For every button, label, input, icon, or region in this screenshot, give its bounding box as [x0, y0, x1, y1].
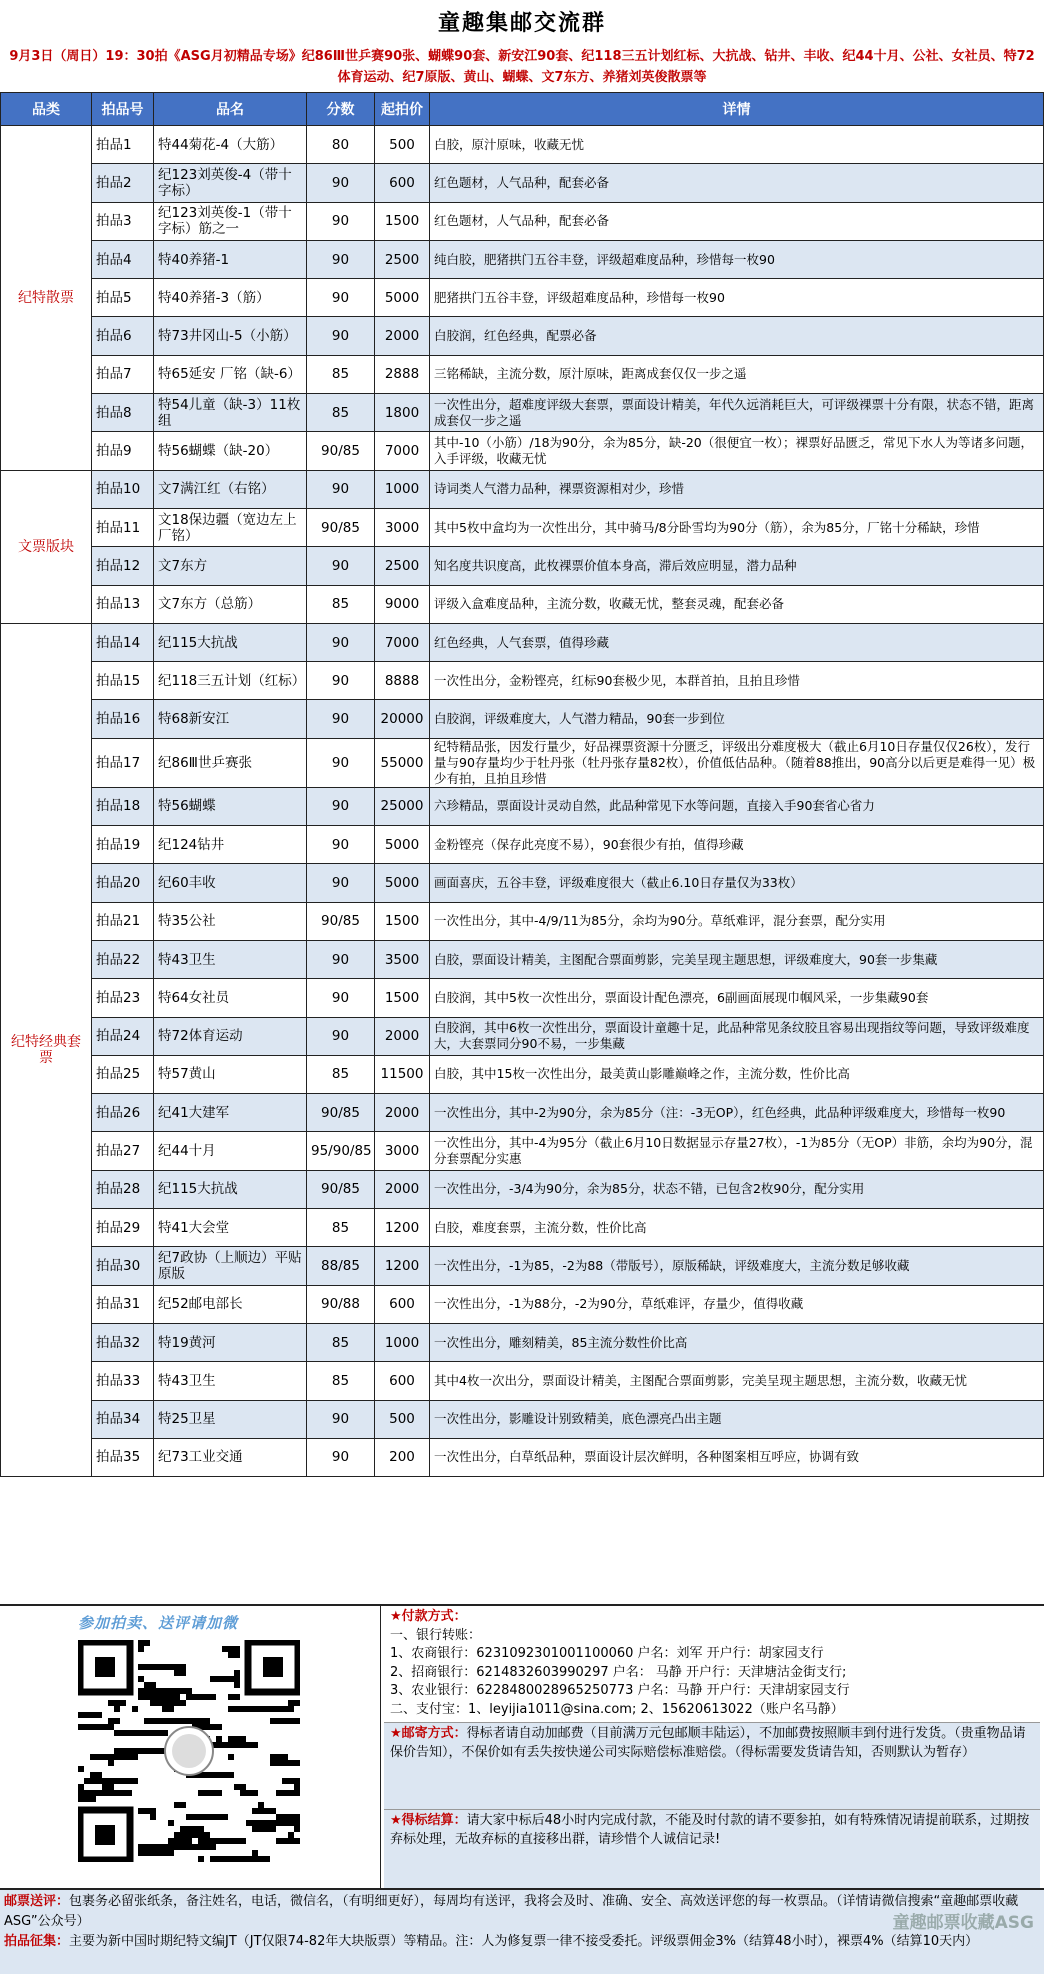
- name-cell: 特40养猪-3（筋）: [154, 279, 307, 317]
- price-cell: 8888: [375, 662, 430, 700]
- detail-cell: 评级入盒难度品种，主流分数，收藏无忧，整套灵魂，配套必备: [430, 585, 1044, 623]
- name-cell: 纪118三五计划（红标）: [154, 662, 307, 700]
- detail-cell: 知名度共识度高，此枚裸票价值本身高，滞后效应明显，潜力品种: [430, 547, 1044, 585]
- score-cell: 90/85: [307, 1094, 375, 1132]
- price-cell: 1000: [375, 470, 430, 508]
- lot-cell: 拍品7: [92, 355, 154, 393]
- collect-heading: 拍品征集：: [4, 1934, 70, 1949]
- lot-cell: 拍品4: [92, 240, 154, 278]
- score-cell: 90: [307, 547, 375, 585]
- name-cell: 文7东方: [154, 547, 307, 585]
- price-cell: 5000: [375, 826, 430, 864]
- price-cell: 2000: [375, 1017, 430, 1055]
- table-row: [1, 394, 1044, 432]
- collect-text: 主要为新中国时期纪特文编JT（JT仅限74-82年大块版票）等精品。注：人为修复票一律不接受委托。评级票佣金3%（结算48小时），裸票4%（结算10天内）: [69, 1934, 979, 1949]
- name-cell: 纪115大抗战: [154, 1170, 307, 1208]
- table-row: [1, 826, 1044, 864]
- price-cell: 600: [375, 1285, 430, 1323]
- score-cell: 90: [307, 1400, 375, 1438]
- lot-cell: 拍品24: [92, 1017, 154, 1055]
- lot-cell: 拍品33: [92, 1362, 154, 1400]
- payment-heading: ★付款方式：: [390, 1609, 467, 1624]
- score-cell: 85: [307, 394, 375, 432]
- name-cell: 纪86Ⅲ世乒赛张: [154, 738, 307, 787]
- header-name: 品名: [154, 93, 307, 126]
- price-cell: 5000: [375, 279, 430, 317]
- name-cell: 纪41大建军: [154, 1094, 307, 1132]
- auction-subtitle: 9月3日（周日）19：30拍《ASG月初精品专场》纪86Ⅲ世乒赛90张、蝴蝶90套、新安江90套、纪118三五计划红标、大抗战、钻井、丰收、纪44十月、公社、女社员、特72体育运动、纪7原版、黄山、蝴蝶、文7东方、养猪刘英俊散票等: [9, 49, 1035, 85]
- table-row: [1, 355, 1044, 393]
- lot-cell: 拍品30: [92, 1247, 154, 1285]
- detail-cell: 一次性出分，其中-4/9/11为85分，余均为90分。草纸难评，混分套票，配分实用: [430, 902, 1044, 940]
- score-cell: 90: [307, 662, 375, 700]
- name-cell: 文7东方（总筋）: [154, 585, 307, 623]
- auction-table: [0, 92, 1044, 1477]
- lot-cell: 拍品1: [92, 126, 154, 164]
- name-cell: 纪115大抗战: [154, 623, 307, 661]
- score-cell: 90/85: [307, 432, 375, 470]
- send-heading: 邮票送评：: [4, 1894, 70, 1909]
- lot-cell: 拍品2: [92, 164, 154, 202]
- table-row: [1, 979, 1044, 1017]
- page-title: 童趣集邮交流群: [437, 10, 606, 36]
- price-cell: 5000: [375, 864, 430, 902]
- header-score: 分数: [307, 93, 375, 126]
- table-row: [1, 623, 1044, 661]
- lot-cell: 拍品13: [92, 585, 154, 623]
- score-cell: 90/85: [307, 902, 375, 940]
- payment-line: 二、支付宝：1、leyijia1011@sina.com; 2、15620613022（账户名马静）: [390, 1701, 844, 1717]
- table-row: [1, 1132, 1044, 1170]
- table-row: [1, 738, 1044, 787]
- price-cell: 2000: [375, 317, 430, 355]
- detail-cell: 一次性出分，-3/4为90分，余为85分，状态不错，已包含2枚90分，配分实用: [430, 1170, 1044, 1208]
- price-cell: 20000: [375, 700, 430, 738]
- table-row: [1, 547, 1044, 585]
- name-cell: 纪60丰收: [154, 864, 307, 902]
- lot-cell: 拍品21: [92, 902, 154, 940]
- lot-cell: 拍品28: [92, 1170, 154, 1208]
- name-cell: 特64女社员: [154, 979, 307, 1017]
- name-cell: 特56蝴蝶: [154, 787, 307, 825]
- lot-cell: 拍品25: [92, 1055, 154, 1093]
- table-row: [1, 1438, 1044, 1476]
- price-cell: 25000: [375, 787, 430, 825]
- price-cell: 2000: [375, 1170, 430, 1208]
- name-cell: 纪7政协（上顺边）平贴原版: [154, 1247, 307, 1285]
- table-row: [1, 202, 1044, 240]
- price-cell: 2500: [375, 240, 430, 278]
- name-cell: 特56蝴蝶（缺-20）: [154, 432, 307, 470]
- price-cell: 2000: [375, 1094, 430, 1132]
- name-cell: 纪52邮电部长: [154, 1285, 307, 1323]
- table-row: [1, 1170, 1044, 1208]
- table-header-row: [1, 93, 1044, 126]
- name-cell: 纪123刘英俊-4（带十字标）: [154, 164, 307, 202]
- detail-cell: 一次性出分，金粉铿亮，红标90套极少见，本群首拍，且拍且珍惜: [430, 662, 1044, 700]
- price-cell: 3000: [375, 508, 430, 546]
- name-cell: 文7满江红（右铭）: [154, 470, 307, 508]
- price-cell: 1800: [375, 394, 430, 432]
- name-cell: 特54儿童（缺-3）11枚组: [154, 394, 307, 432]
- score-cell: 85: [307, 1209, 375, 1247]
- score-cell: 90/85: [307, 1170, 375, 1208]
- detail-cell: 一次性出分，-1为88分，-2为90分，草纸难评，存量少，值得收藏: [430, 1285, 1044, 1323]
- name-cell: 特43卫生: [154, 940, 307, 978]
- table-row: [1, 164, 1044, 202]
- score-cell: 90: [307, 979, 375, 1017]
- score-cell: 90: [307, 864, 375, 902]
- lot-cell: 拍品17: [92, 738, 154, 787]
- detail-cell: 一次性出分，其中-2为90分，余为85分（注：-3无OP），红色经典，此品种评级难度大，珍惜每一枚90: [430, 1094, 1044, 1132]
- detail-cell: 白胶润，红色经典，配票必备: [430, 317, 1044, 355]
- send-text: 包裹务必留张纸条，备注姓名，电话，微信名，（有明细更好），每周均有送评，我将会及时、准确、安全、高效送评您的每一枚票品。（详情请微信搜索“童趣邮票收藏ASG”公众号）: [4, 1894, 1019, 1929]
- detail-cell: 其中4枚一次出分，票面设计精美，主图配合票面剪影，完美呈现主题思想，主流分数，收藏无忧: [430, 1362, 1044, 1400]
- category-cell: 文票版块: [1, 470, 92, 623]
- table-row: [1, 1017, 1044, 1055]
- name-cell: 特40养猪-1: [154, 240, 307, 278]
- lot-cell: 拍品18: [92, 787, 154, 825]
- price-cell: 55000: [375, 738, 430, 787]
- price-cell: 1500: [375, 979, 430, 1017]
- lot-cell: 拍品12: [92, 547, 154, 585]
- score-cell: 90: [307, 940, 375, 978]
- table-row: [1, 1285, 1044, 1323]
- detail-cell: 一次性出分，其中-4为95分（截止6月10日数据显示存量27枚），-1为85分（无OP）非筋，余均为90分，混分套票配分实惠: [430, 1132, 1044, 1170]
- name-cell: 文18保边疆（宽边左上厂铭）: [154, 508, 307, 546]
- score-cell: 88/85: [307, 1247, 375, 1285]
- name-cell: 特43卫生: [154, 1362, 307, 1400]
- score-cell: 90: [307, 738, 375, 787]
- score-cell: 90: [307, 470, 375, 508]
- header-price: 起拍价: [375, 93, 430, 126]
- price-cell: 9000: [375, 585, 430, 623]
- price-cell: 600: [375, 1362, 430, 1400]
- detail-cell: 纯白胶，肥猪拱门五谷丰登，评级超难度品种，珍惜每一枚90: [430, 240, 1044, 278]
- mail-text: 得标者请自动加邮费（目前满万元包邮顺丰陆运），不加邮费按照顺丰到付进行发货。（贵重物品请保价告知），不保价如有丢失按快递公司实际赔偿标准赔偿。（得标需要发货请告知，否则默认为暂存）: [390, 1726, 1026, 1760]
- score-cell: 95/90/85: [307, 1132, 375, 1170]
- score-cell: 90: [307, 826, 375, 864]
- payment-line: 1、农商银行：6231092301001100060 户名：刘军 开户行：胡家园支行: [390, 1646, 824, 1661]
- table-row: [1, 279, 1044, 317]
- detail-cell: 白胶，难度套票，主流分数，性价比高: [430, 1209, 1044, 1247]
- price-cell: 1500: [375, 902, 430, 940]
- price-cell: 3000: [375, 1132, 430, 1170]
- detail-cell: 一次性出分，影雕设计别致精美，底色漂亮凸出主题: [430, 1400, 1044, 1438]
- score-cell: 90/88: [307, 1285, 375, 1323]
- score-cell: 90: [307, 1438, 375, 1476]
- table-row: [1, 126, 1044, 164]
- detail-cell: 一次性出分，超难度评级大套票，票面设计精美，年代久远消耗巨大，可评级裸票十分有限，状态不错，距离成套仅一步之遥: [430, 394, 1044, 432]
- lot-cell: 拍品6: [92, 317, 154, 355]
- price-cell: 7000: [375, 432, 430, 470]
- detail-cell: 白胶润，其中5枚一次性出分，票面设计配色漂亮，6副画面展现巾帼风采，一步集藏90套: [430, 979, 1044, 1017]
- detail-cell: 红色题材，人气品种，配套必备: [430, 202, 1044, 240]
- detail-cell: 红色经典，人气套票，值得珍藏: [430, 623, 1044, 661]
- header-lot: 拍品号: [92, 93, 154, 126]
- name-cell: 特44菊花-4（大筋）: [154, 126, 307, 164]
- qr-label: 参加拍卖、送评请加微: [78, 1614, 239, 1632]
- lot-cell: 拍品5: [92, 279, 154, 317]
- payment-line: 2、招商银行：6214832603990297 户名： 马静 开户行：天津塘沽金街支行;: [390, 1664, 847, 1680]
- detail-cell: 纪特精品张，因发行量少，好品裸票资源十分匮乏，评级出分难度极大（截止6月10日存量仅仅26枚），发行量与90存量均少于牡丹张（牡丹张存量82枚），价值低估品种。（随着88推出，90高分以后更是难得一见）极少有拍，且拍且珍惜: [430, 738, 1044, 787]
- table-row: [1, 1362, 1044, 1400]
- score-cell: 90: [307, 164, 375, 202]
- score-cell: 90: [307, 202, 375, 240]
- lot-cell: 拍品32: [92, 1323, 154, 1361]
- detail-cell: 六珍精品，票面设计灵动自然，此品种常见下水等问题，直接入手90套省心省力: [430, 787, 1044, 825]
- price-cell: 1000: [375, 1323, 430, 1361]
- detail-cell: 一次性出分，-1为85，-2为88（带版号），原版稀缺，评级难度大，主流分数足够收藏: [430, 1247, 1044, 1285]
- table-row: [1, 902, 1044, 940]
- name-cell: 纪73工业交通: [154, 1438, 307, 1476]
- table-row: [1, 1209, 1044, 1247]
- table-row: [1, 1323, 1044, 1361]
- detail-cell: 白胶，其中15枚一次性出分，最美黄山影雕巅峰之作，主流分数，性价比高: [430, 1055, 1044, 1093]
- detail-cell: 一次性出分，雕刻精美，85主流分数性价比高: [430, 1323, 1044, 1361]
- score-cell: 85: [307, 1323, 375, 1361]
- score-cell: 80: [307, 126, 375, 164]
- detail-cell: 白胶润，评级难度大，人气潜力精品，90套一步到位: [430, 700, 1044, 738]
- detail-cell: 肥猪拱门五谷丰登，评级超难度品种，珍惜每一枚90: [430, 279, 1044, 317]
- detail-cell: 其中5枚中盒均为一次性出分，其中骑马/8分卧雪均为90分（筋），余为85分，厂铭十分稀缺，珍惜: [430, 508, 1044, 546]
- bank-transfer-title: 一、银行转账：: [390, 1627, 482, 1643]
- table-row: [1, 700, 1044, 738]
- detail-cell: 金粉铿亮（保存此亮度不易），90套很少有拍，值得珍藏: [430, 826, 1044, 864]
- table-row: [1, 787, 1044, 825]
- price-cell: 500: [375, 126, 430, 164]
- table-row: [1, 1094, 1044, 1132]
- lot-cell: 拍品22: [92, 940, 154, 978]
- info-section: [0, 1604, 1044, 1890]
- table-row: [1, 585, 1044, 623]
- lot-cell: 拍品3: [92, 202, 154, 240]
- lot-cell: 拍品23: [92, 979, 154, 1017]
- lot-cell: 拍品35: [92, 1438, 154, 1476]
- price-cell: 1200: [375, 1209, 430, 1247]
- score-cell: 90: [307, 787, 375, 825]
- detail-cell: 红色题材，人气品种，配套必备: [430, 164, 1044, 202]
- lot-cell: 拍品16: [92, 700, 154, 738]
- name-cell: 特57黄山: [154, 1055, 307, 1093]
- mail-heading: ★邮寄方式：: [390, 1726, 467, 1741]
- category-cell: 纪特散票: [1, 126, 92, 471]
- detail-cell: 白胶，票面设计精美，主图配合票面剪影，完美呈现主题思想，评级难度大，90套一步集藏: [430, 940, 1044, 978]
- lot-cell: 拍品15: [92, 662, 154, 700]
- lot-cell: 拍品26: [92, 1094, 154, 1132]
- name-cell: 特35公社: [154, 902, 307, 940]
- price-cell: 1200: [375, 1247, 430, 1285]
- table-row: [1, 940, 1044, 978]
- lot-cell: 拍品8: [92, 394, 154, 432]
- detail-cell: 一次性出分，白草纸品种，票面设计层次鲜明，各种图案相互呼应，协调有致: [430, 1438, 1044, 1476]
- lot-cell: 拍品20: [92, 864, 154, 902]
- lot-cell: 拍品31: [92, 1285, 154, 1323]
- detail-cell: 其中-10（小筋）/18为90分，余为85分，缺-20（很便宜一枚）；裸票好品匮乏，常见下水人为等诸多问题，入手评级，收藏无忧: [430, 432, 1044, 470]
- detail-cell: 三铭稀缺，主流分数，原汁原味，距离成套仅仅一步之遥: [430, 355, 1044, 393]
- score-cell: 85: [307, 1055, 375, 1093]
- score-cell: 85: [307, 585, 375, 623]
- category-cell: 纪特经典套票: [1, 623, 92, 1476]
- lot-cell: 拍品34: [92, 1400, 154, 1438]
- name-cell: 特72体育运动: [154, 1017, 307, 1055]
- lot-cell: 拍品14: [92, 623, 154, 661]
- price-cell: 600: [375, 164, 430, 202]
- settlement-heading: ★得标结算：: [390, 1813, 467, 1828]
- wechat-qr-code: [78, 1640, 300, 1862]
- payment-panel: [384, 1606, 1040, 1890]
- score-cell: 90: [307, 623, 375, 661]
- detail-cell: 诗词类人气潜力品种，裸票资源相对少，珍惜: [430, 470, 1044, 508]
- detail-cell: 白胶，原汁原味，收藏无忧: [430, 126, 1044, 164]
- price-cell: 500: [375, 1400, 430, 1438]
- table-row: [1, 240, 1044, 278]
- table-row: [1, 1055, 1044, 1093]
- table-row: [1, 864, 1044, 902]
- price-cell: 11500: [375, 1055, 430, 1093]
- score-cell: 85: [307, 355, 375, 393]
- name-cell: 特73井冈山-5（小筋）: [154, 317, 307, 355]
- price-cell: 200: [375, 1438, 430, 1476]
- qr-panel: [0, 1606, 381, 1890]
- lot-cell: 拍品27: [92, 1132, 154, 1170]
- price-cell: 7000: [375, 623, 430, 661]
- score-cell: 90: [307, 700, 375, 738]
- name-cell: 特65延安 厂铭（缺-6）: [154, 355, 307, 393]
- lot-cell: 拍品11: [92, 508, 154, 546]
- score-cell: 90: [307, 317, 375, 355]
- table-row: [1, 662, 1044, 700]
- lot-cell: 拍品19: [92, 826, 154, 864]
- score-cell: 90: [307, 240, 375, 278]
- price-cell: 3500: [375, 940, 430, 978]
- settlement-text: 请大家中标后48小时内完成付款，不能及时付款的请不要参拍，如有特殊情况请提前联系，过期按弃标处理，无故弃标的直接移出群，请珍惜个人诚信记录!: [390, 1813, 1030, 1847]
- name-cell: 纪44十月: [154, 1132, 307, 1170]
- score-cell: 90: [307, 279, 375, 317]
- lot-cell: 拍品9: [92, 432, 154, 470]
- header-category: 品类: [1, 93, 92, 126]
- footer-notes: [0, 1888, 1044, 1974]
- price-cell: 2500: [375, 547, 430, 585]
- table-row: [1, 508, 1044, 546]
- name-cell: 纪124钻井: [154, 826, 307, 864]
- payment-line: 3、农业银行：6228480028965250773 户名：马静 开户行：天津胡家园支行: [390, 1683, 850, 1698]
- watermark: 童趣邮票收藏ASG: [892, 1913, 1034, 1933]
- lot-cell: 拍品29: [92, 1209, 154, 1247]
- table-row: [1, 317, 1044, 355]
- price-cell: 2888: [375, 355, 430, 393]
- detail-cell: 白胶润，其中6枚一次性出分，票面设计童趣十足，此品种常见条纹胶且容易出现指纹等问题，导致评级难度大，大套票同分90不易，一步集藏: [430, 1017, 1044, 1055]
- name-cell: 纪123刘英俊-1（带十字标）筋之一: [154, 202, 307, 240]
- name-cell: 特19黄河: [154, 1323, 307, 1361]
- name-cell: 特68新安江: [154, 700, 307, 738]
- score-cell: 90/85: [307, 508, 375, 546]
- detail-cell: 画面喜庆，五谷丰登，评级难度很大（截止6.10日存量仅为33枚）: [430, 864, 1044, 902]
- price-cell: 1500: [375, 202, 430, 240]
- table-row: [1, 1247, 1044, 1285]
- score-cell: 85: [307, 1362, 375, 1400]
- lot-cell: 拍品10: [92, 470, 154, 508]
- score-cell: 90: [307, 1017, 375, 1055]
- name-cell: 特25卫星: [154, 1400, 307, 1438]
- table-row: [1, 1400, 1044, 1438]
- header-detail: 详情: [430, 93, 1044, 126]
- name-cell: 特41大会堂: [154, 1209, 307, 1247]
- table-row: [1, 432, 1044, 470]
- table-row: [1, 470, 1044, 508]
